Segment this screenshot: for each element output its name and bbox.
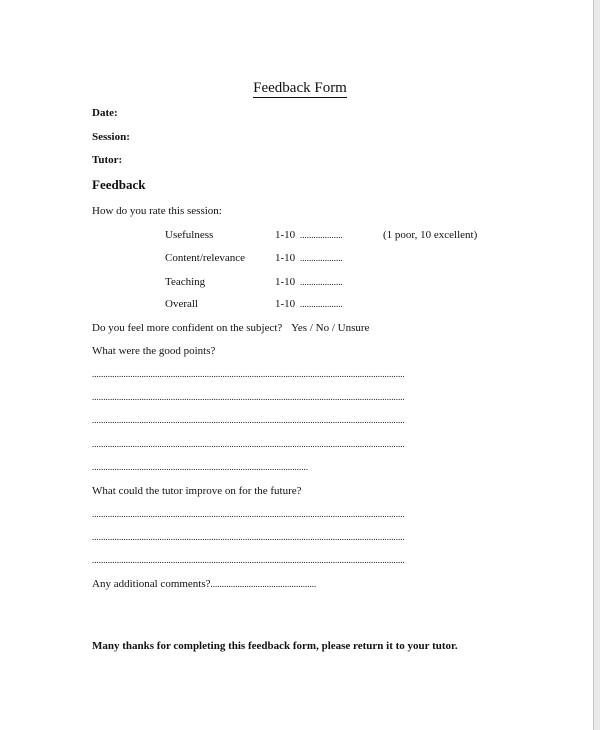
improve-line[interactable]: ........................................................................................................................................... <box>92 555 405 565</box>
good-points-line[interactable]: ........................................................................................................................................... <box>92 439 405 449</box>
rating-category-usefulness: Usefulness <box>165 229 214 241</box>
feedback-heading: Feedback <box>92 177 146 192</box>
tutor-label: Tutor: <box>92 154 123 166</box>
rating-range: 1-10 <box>275 298 296 310</box>
confidence-question-text: Do you feel more confident on the subject? <box>92 322 283 334</box>
rating-scale-note: (1 poor, 10 excellent) <box>383 229 478 241</box>
improve-line[interactable]: ........................................................................................................................................... <box>92 509 405 519</box>
comments-blank[interactable]: ............................................... <box>210 579 317 589</box>
improve-question: What could the tutor improve on for the future? <box>92 485 302 497</box>
rating-category-teaching: Teaching <box>165 276 206 288</box>
good-points-line[interactable]: ........................................................................................................................................... <box>92 369 405 379</box>
improve-line[interactable]: ........................................................................................................................................... <box>92 532 405 542</box>
comments-row <box>92 578 316 590</box>
closing-note: Many thanks for completing this feedback form, please return it to your tutor. <box>92 640 458 652</box>
rating-range: 1-10 <box>275 252 296 264</box>
date-label: Date: <box>92 107 118 119</box>
rating-category-overall: Overall <box>165 298 198 310</box>
good-points-question: What were the good points? <box>92 345 216 357</box>
rating-range: 1-10 <box>275 229 296 241</box>
comments-label: Any additional comments? <box>92 578 211 590</box>
rating-blank-usefulness[interactable]: ................... <box>300 230 343 240</box>
rating-blank-overall[interactable]: ................... <box>300 299 343 309</box>
confidence-question <box>92 322 369 334</box>
session-label: Session: <box>92 131 130 143</box>
form-title-text: Feedback Form <box>253 80 347 96</box>
good-points-line[interactable]: ................................................................................................ <box>92 462 308 472</box>
good-points-line[interactable]: ........................................................................................................................................... <box>92 415 405 425</box>
rating-blank-content[interactable]: ................... <box>300 253 343 263</box>
good-points-line[interactable]: ........................................................................................................................................... <box>92 392 405 402</box>
rating-range: 1-10 <box>275 276 296 288</box>
confidence-options[interactable]: Yes / No / Unsure <box>291 322 370 334</box>
form-title <box>0 80 600 97</box>
rating-blank-teaching[interactable]: ................... <box>300 277 343 287</box>
rate-question: How do you rate this session: <box>92 205 222 217</box>
rating-category-content: Content/relevance <box>165 252 246 264</box>
